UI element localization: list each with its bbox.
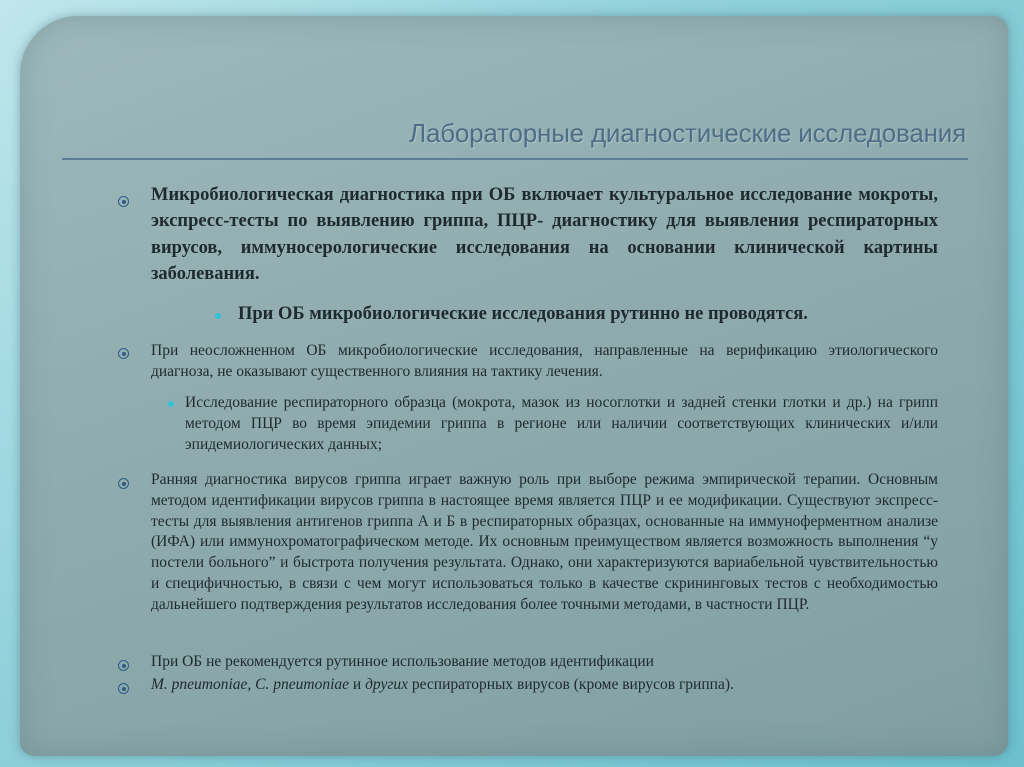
paragraph-routine-not-performed: При ОБ микробиологические исследования рутинно не проводятся. xyxy=(238,304,808,324)
bullet-icon xyxy=(118,196,129,207)
sub-bullet-icon xyxy=(168,401,174,407)
slide-title: Лабораторные диагностические исследования xyxy=(409,118,966,148)
paragraph-uncomplicated-cases: При неосложненном ОБ микробиологические исследования, направленные на верификацию этиологического диагноза, не оказывают существенного влияния на тактику лечения. xyxy=(151,342,938,380)
sub-bullet-icon xyxy=(215,313,221,319)
paragraph-not-recommended: При ОБ не рекомендуется рутинное использование методов идентификации xyxy=(151,653,654,670)
paragraph-early-diagnostics: Ранняя диагностика вирусов гриппа играет важную роль при выборе режима эмпирической терапии. Основным методом идентификации вирусов гриппа в настоящее время является ПЦР и ее модификации. Существуют экспресс- тесты для выявления антигенов гриппа А и Б в респираторных образцах, основанные на иммуноферментном анализе (ИФА) или иммунохроматографическом методе. Их основным преимуществом является возможность выполнения “у постели больного” и быстрота получения результата. Однако, они характеризуются вариабельной чувствительностью и специфичностью, в связи с чем могут использоваться только в качестве скрининговых тестов с необходимостью дальнейшего подтверждения результатов исследования более точными методами, в частности ПЦР. xyxy=(151,471,938,613)
conjunction: и xyxy=(349,676,366,693)
others-word: других xyxy=(365,676,409,693)
bullet-icon xyxy=(118,348,129,359)
pathogens-tail: респираторных вирусов (кроме вирусов гриппа). xyxy=(408,676,734,693)
paragraph-respiratory-sample: Исследование респираторного образца (мокрота, мазок из носоглотки и задней стенки глотки и др.) на грипп методом ПЦР во время эпидемии гриппа в регионе или наличии соответствующих клинических и/или эпидемиологических данных; xyxy=(185,394,938,453)
paragraph-microbiology-diagnostics: Микробиологическая диагностика при ОБ включает культуральное исследование мокроты, экспресс-тесты по выявлению гриппа, ПЦР- диагностику для выявления респираторных вирусов, иммуносерологические исследования на основании клинической картины заболевания. xyxy=(151,185,938,285)
title-divider xyxy=(62,158,968,160)
pathogen-names: M. pneumoniae, C. pneumoniae xyxy=(151,676,350,693)
bullet-icon xyxy=(118,478,129,489)
bullet-icon xyxy=(118,660,129,671)
paragraph-pathogens xyxy=(151,675,938,696)
bullet-icon xyxy=(118,683,129,694)
